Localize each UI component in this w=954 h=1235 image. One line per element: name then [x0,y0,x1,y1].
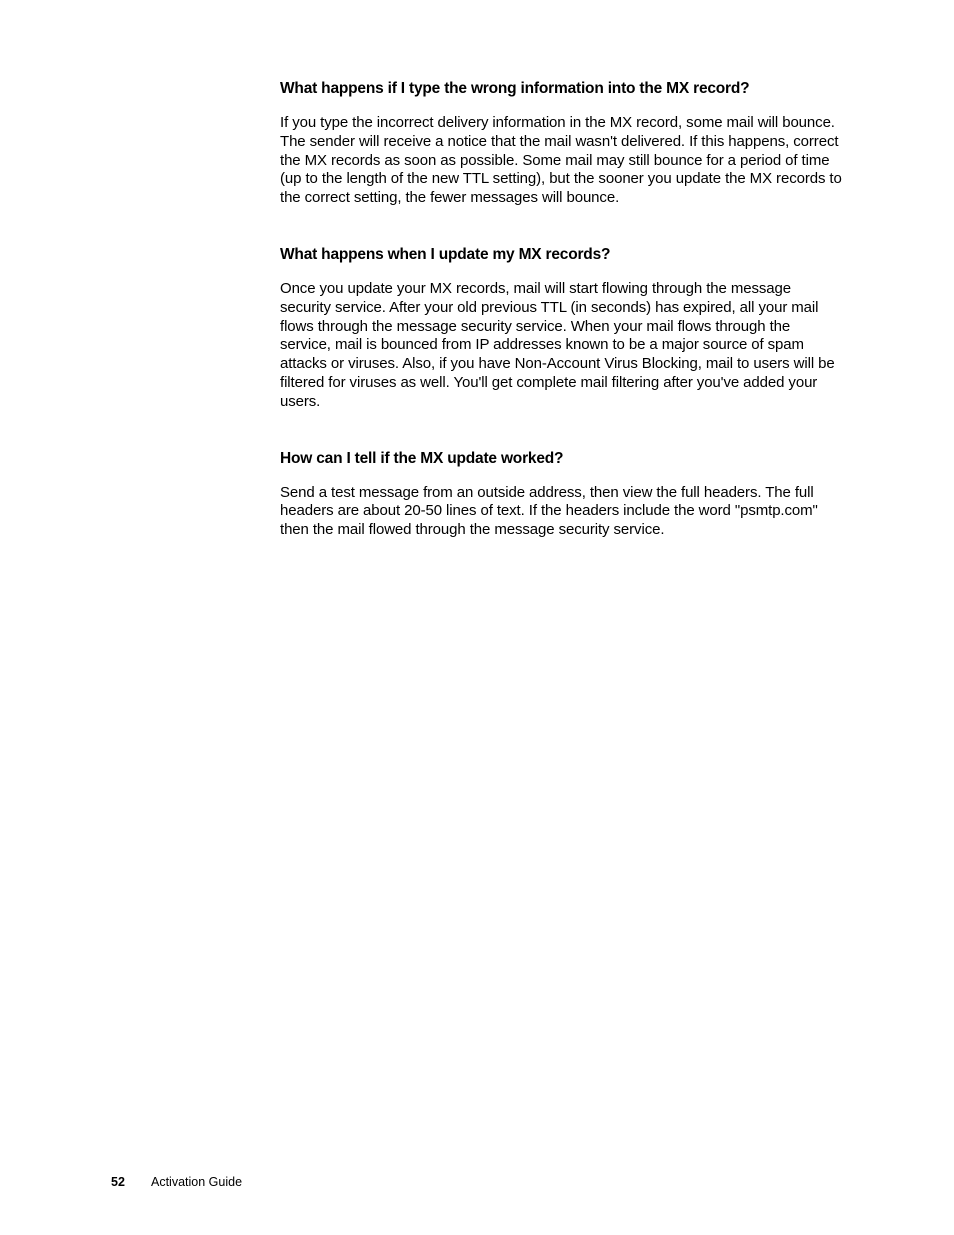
page-number: 52 [111,1175,125,1189]
page-content [280,78,842,540]
faq-section-update-mx [280,244,842,412]
document-title: Activation Guide [151,1175,243,1189]
faq-section-verify-mx [280,448,842,540]
faq-question: What happens if I type the wrong information into the MX record? [280,80,750,97]
faq-answer: Once you update your MX records, mail will start flowing through the message security service. After your old previous TTL (in seconds) has expired, all your mail flows through the message security service. When your mail flows through the service, mail is bounced from IP addresses known to be a major source of spam attacks or viruses. Also, if you have Non-Account Virus Blocking, mail to users will be filtered for viruses as well. You'll get complete mail filtering after you've added your users. [280,279,835,410]
faq-answer: Send a test message from an outside address, then view the full headers. The full headers are about 20-50 lines of text. If the headers include the word "psmtp.com" then the mail flowed through the message security service. [280,483,818,539]
faq-question: How can I tell if the MX update worked? [280,449,564,467]
faq-answer: If you type the incorrect delivery information in the MX record, some mail will bounce. The sender will receive a notice that the mail wasn't delivered. If this happens, correct the MX records as soon as possible. Some mail may still bounce for a period of time (up to the length of the new TTL setting), but the sooner you update the MX records to the correct setting, the fewer messages will bounce. [280,114,842,207]
faq-question: What happens when I update my MX records? [280,245,611,263]
page-footer [111,1174,242,1190]
faq-section-wrong-mx-info [280,78,842,208]
